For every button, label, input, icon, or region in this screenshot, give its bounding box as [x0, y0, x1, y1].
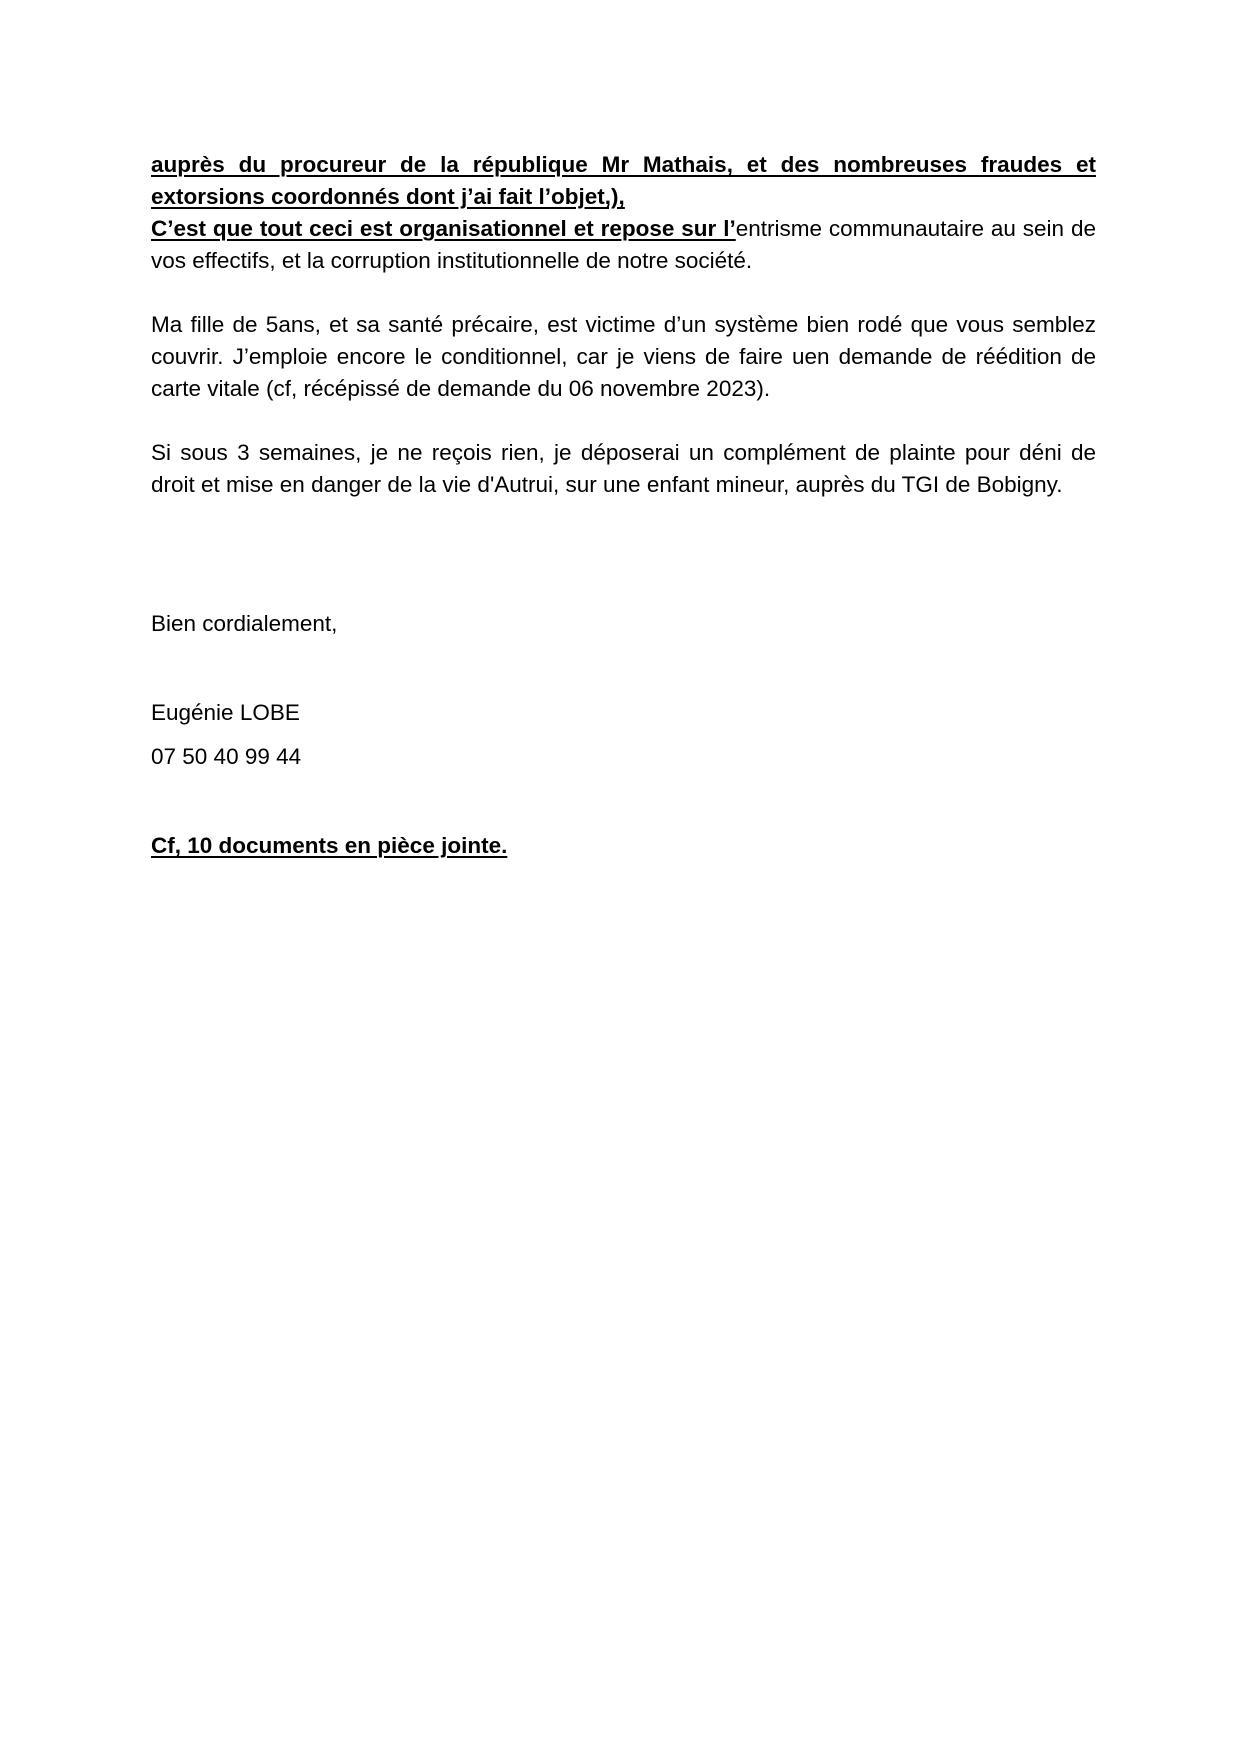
closing-salutation: Bien cordialement,: [151, 611, 338, 636]
signature-phone: 07 50 40 99 44: [151, 744, 302, 769]
paragraph-text: entrisme communautaire au sein de vos effectifs, et la corruption institutionnelle de notre société.: [151, 216, 1096, 273]
bold-underlined-text: auprès du procureur de la république Mr Mathais, et des nombreuses fraudes et extorsions coordonnés dont j’ai fait l’objet,),: [151, 152, 1096, 209]
paragraph-deadline-warning: Si sous 3 semaines, je ne reçois rien, je déposerai un complément de plainte pour déni de droit et mise en danger de la vie d'Autrui, sur une enfant mineur, auprès du TGI de Bobigny.: [151, 440, 1096, 497]
attachments-note: Cf, 10 documents en pièce jointe.: [151, 833, 508, 858]
bold-underlined-text: C’est que tout ceci est organisationnel et repose sur l’: [151, 216, 736, 241]
signature-name: Eugénie LOBE: [151, 700, 300, 725]
paragraph-daughter-health: Ma fille de 5ans, et sa santé précaire, est victime d’un système bien rodé que vous semblez couvrir. J’emploie encore le conditionnel, car je viens de faire uen demande de réédition de carte vitale (cf, récépissé de demande du 06 novembre 2023).: [151, 312, 1096, 401]
paragraph-complaint-context: [151, 149, 1096, 277]
